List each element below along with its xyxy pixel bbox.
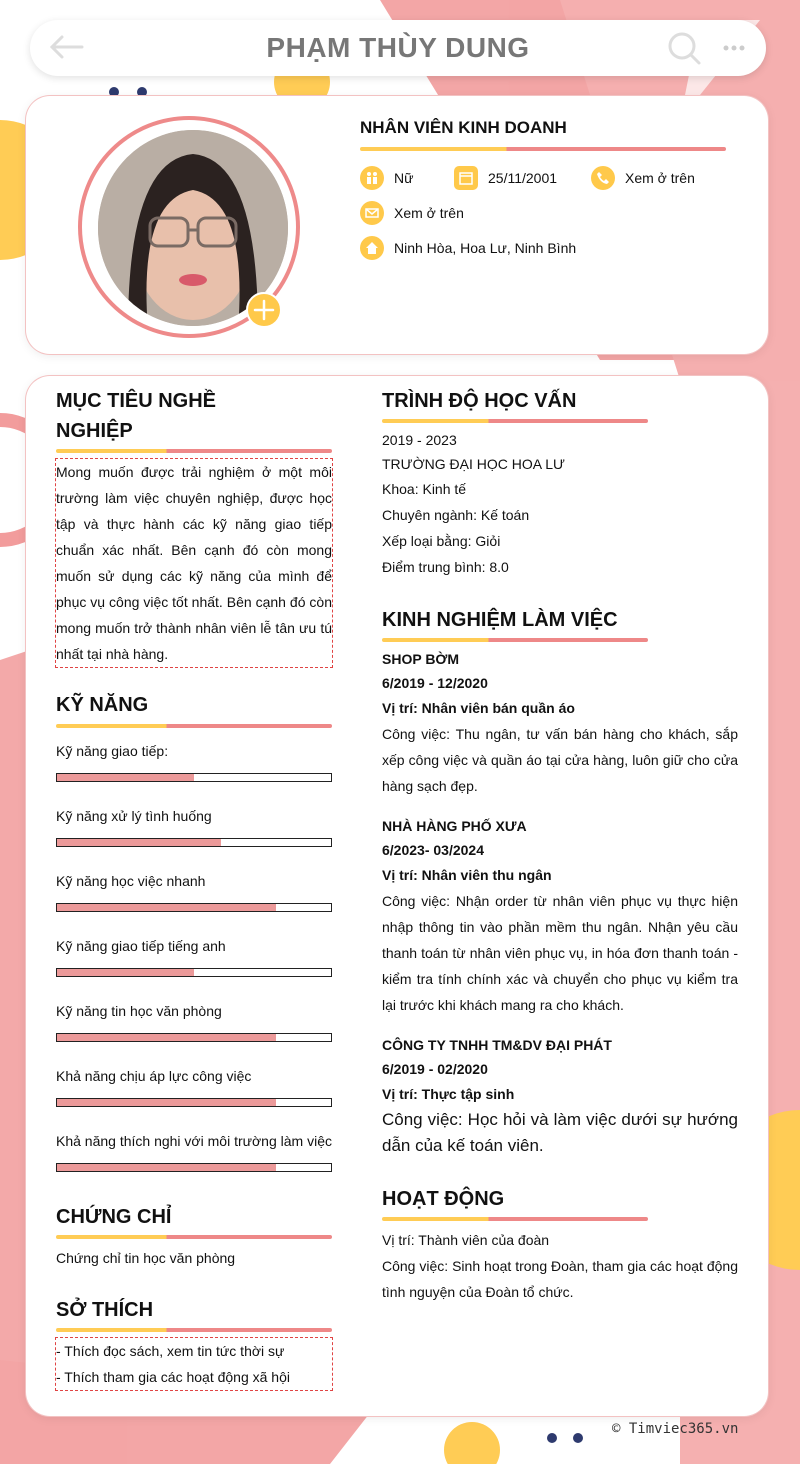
certificate-item: Chứng chỉ tin học văn phòng bbox=[56, 1250, 236, 1266]
skill-bar-fill bbox=[57, 1099, 276, 1106]
skill-label: Kỹ năng tin học văn phòng bbox=[56, 1003, 222, 1019]
skill-bar-fill bbox=[57, 839, 221, 846]
avatar-frame bbox=[78, 116, 300, 338]
skill-label: Kỹ năng học việc nhanh bbox=[56, 873, 206, 889]
calendar-icon bbox=[454, 166, 478, 190]
job-entry bbox=[382, 647, 738, 799]
experience-underline bbox=[382, 638, 648, 642]
skill-bar-fill bbox=[57, 1164, 276, 1171]
skill-bar bbox=[56, 773, 332, 782]
search-icon[interactable] bbox=[666, 30, 702, 66]
experience-title: KINH NGHIỆM LÀM VIỆC bbox=[382, 609, 618, 631]
objective-title: MỤC TIÊU NGHỀ NGHIỆP bbox=[56, 390, 216, 442]
skills-underline bbox=[56, 724, 332, 728]
skill-bar bbox=[56, 968, 332, 977]
more-options-icon[interactable] bbox=[720, 36, 748, 60]
job-company: NHÀ HÀNG PHỐ XƯA bbox=[382, 818, 527, 834]
job-description: Công việc: Học hỏi và làm việc dưới sự hướng dẫn của kế toán viên. bbox=[382, 1110, 738, 1155]
home-icon bbox=[360, 236, 384, 260]
job-period: 6/2023- 03/2024 bbox=[382, 842, 484, 858]
skill-label: Kỹ năng xử lý tình huống bbox=[56, 808, 212, 824]
education-title: TRÌNH ĐỘ HỌC VẤN bbox=[382, 390, 577, 412]
skill-bar bbox=[56, 1163, 332, 1172]
job-description: Công việc: Thu ngân, tư vấn bán hàng cho khách, sắp xếp công việc và quần áo tại cửa hàng, luôn giữ cho cửa hàng sạch đẹp. bbox=[382, 726, 738, 794]
job-title: NHÂN VIÊN KINH DOANH bbox=[360, 118, 567, 137]
hobbies-list bbox=[55, 1337, 333, 1391]
skill-bar-fill bbox=[57, 1034, 276, 1041]
skill-bar bbox=[56, 903, 332, 912]
birthday-value: 25/11/2001 bbox=[488, 170, 558, 186]
birthday-info bbox=[454, 166, 557, 190]
job-period: 6/2019 - 12/2020 bbox=[382, 675, 488, 691]
job-period: 6/2019 - 02/2020 bbox=[382, 1061, 488, 1077]
skill-label: Kỹ năng giao tiếp: bbox=[56, 743, 169, 759]
skill-bar-fill bbox=[57, 774, 194, 781]
phone-icon bbox=[591, 166, 615, 190]
gender-info bbox=[360, 166, 413, 190]
skill-label: Khả năng chịu áp lực công việc bbox=[56, 1068, 252, 1084]
address-value: Ninh Hòa, Hoa Lư, Ninh Bình bbox=[394, 240, 577, 256]
job-company: SHOP BỜM bbox=[382, 651, 460, 667]
job-position: Vị trí: Thực tập sinh bbox=[382, 1086, 515, 1102]
certificates-underline bbox=[56, 1235, 332, 1239]
education-school: TRƯỜNG ĐẠI HỌC HOA LƯ bbox=[382, 456, 565, 472]
plus-icon bbox=[248, 294, 280, 326]
skill-label: Kỹ năng giao tiếp tiếng anh bbox=[56, 938, 226, 954]
gender-icon bbox=[360, 166, 384, 190]
email-icon bbox=[360, 201, 384, 225]
job-company: CÔNG TY TNHH TM&DV ĐẠI PHÁT bbox=[382, 1037, 612, 1053]
activity-description: Công việc: Sinh hoạt trong Đoàn, tham gia các hoạt động tình nguyện của Đoàn tổ chức. bbox=[382, 1258, 738, 1300]
hobby-item: - Thích tham gia các hoạt động xã hội bbox=[56, 1369, 290, 1385]
profile-card bbox=[26, 96, 768, 354]
skill-bar bbox=[56, 838, 332, 847]
skill-bar-fill bbox=[57, 969, 194, 976]
job-position: Vị trí: Nhân viên thu ngân bbox=[382, 867, 552, 883]
job-entry bbox=[382, 1033, 738, 1159]
education-details bbox=[382, 428, 565, 580]
skill-bar bbox=[56, 1033, 332, 1042]
hobbies-underline bbox=[56, 1328, 332, 1332]
activity-position: Vị trí: Thành viên của đoàn bbox=[382, 1232, 550, 1248]
education-gpa: Điểm trung bình: 8.0 bbox=[382, 559, 509, 575]
skill-label: Khả năng thích nghi với môi trường làm việc bbox=[56, 1133, 332, 1149]
email-value: Xem ở trên bbox=[394, 205, 464, 221]
address-info bbox=[360, 236, 576, 260]
education-period: 2019 - 2023 bbox=[382, 432, 457, 448]
job-position: Vị trí: Nhân viên bán quần áo bbox=[382, 700, 575, 716]
job-entry bbox=[382, 814, 738, 1018]
header-bar bbox=[30, 20, 766, 76]
education-major: Chuyên ngành: Kế toán bbox=[382, 507, 530, 523]
activities-underline bbox=[382, 1217, 648, 1221]
gender-value: Nữ bbox=[394, 170, 414, 186]
skill-bar bbox=[56, 1098, 332, 1107]
objective-underline bbox=[56, 449, 332, 453]
job-description: Công việc: Nhận order từ nhân viên phục vụ thực hiện nhập thông tin vào phần mềm thu ngân. Nhận yêu cầu thanh toán từ nhân viên phục vụ, in hóa đơn thanh toán - kiểm tra tính chính xác và chuyển cho phục vụ kiểm tra lại trước khi khách mang ra cho khách. bbox=[382, 893, 738, 1013]
phone-value: Xem ở trên bbox=[625, 170, 695, 186]
candidate-name: PHẠM THÙY DUNG bbox=[266, 32, 530, 63]
skills-title: KỸ NĂNG bbox=[56, 694, 149, 716]
hobbies-title: SỞ THÍCH bbox=[56, 1299, 154, 1321]
email-info bbox=[360, 201, 464, 225]
certificates-title: CHỨNG CHỈ bbox=[56, 1206, 172, 1228]
activity-entry bbox=[382, 1227, 738, 1305]
add-photo-button[interactable] bbox=[246, 292, 282, 328]
activities-title: HOẠT ĐỘNG bbox=[382, 1188, 505, 1210]
skill-bar-fill bbox=[57, 904, 276, 911]
education-underline bbox=[382, 419, 648, 423]
phone-info bbox=[591, 166, 695, 190]
main-content-card bbox=[26, 376, 768, 1416]
objective-text: Mong muốn được trải nghiệm ở một môi trường làm việc chuyên nghiệp, được học tập và thực hành các kỹ năng giao tiếp chuẩn xác nhất. Bên cạnh đó còn mong muốn sử dụng các kỹ năng của mình để phục vụ công việc tốt nhất. Bên cạnh đó còn mong muốn trở thành nhân viên lễ tân ưu tú nhất tại nhà hàng. bbox=[55, 458, 333, 668]
education-faculty: Khoa: Kinh tế bbox=[382, 481, 467, 497]
hobby-item: - Thích đọc sách, xem tin tức thời sự bbox=[56, 1343, 285, 1359]
copyright-footer: © Timviec365.vn bbox=[612, 1421, 739, 1437]
job-title-underline bbox=[360, 147, 726, 151]
education-grade: Xếp loại bằng: Giỏi bbox=[382, 533, 501, 549]
